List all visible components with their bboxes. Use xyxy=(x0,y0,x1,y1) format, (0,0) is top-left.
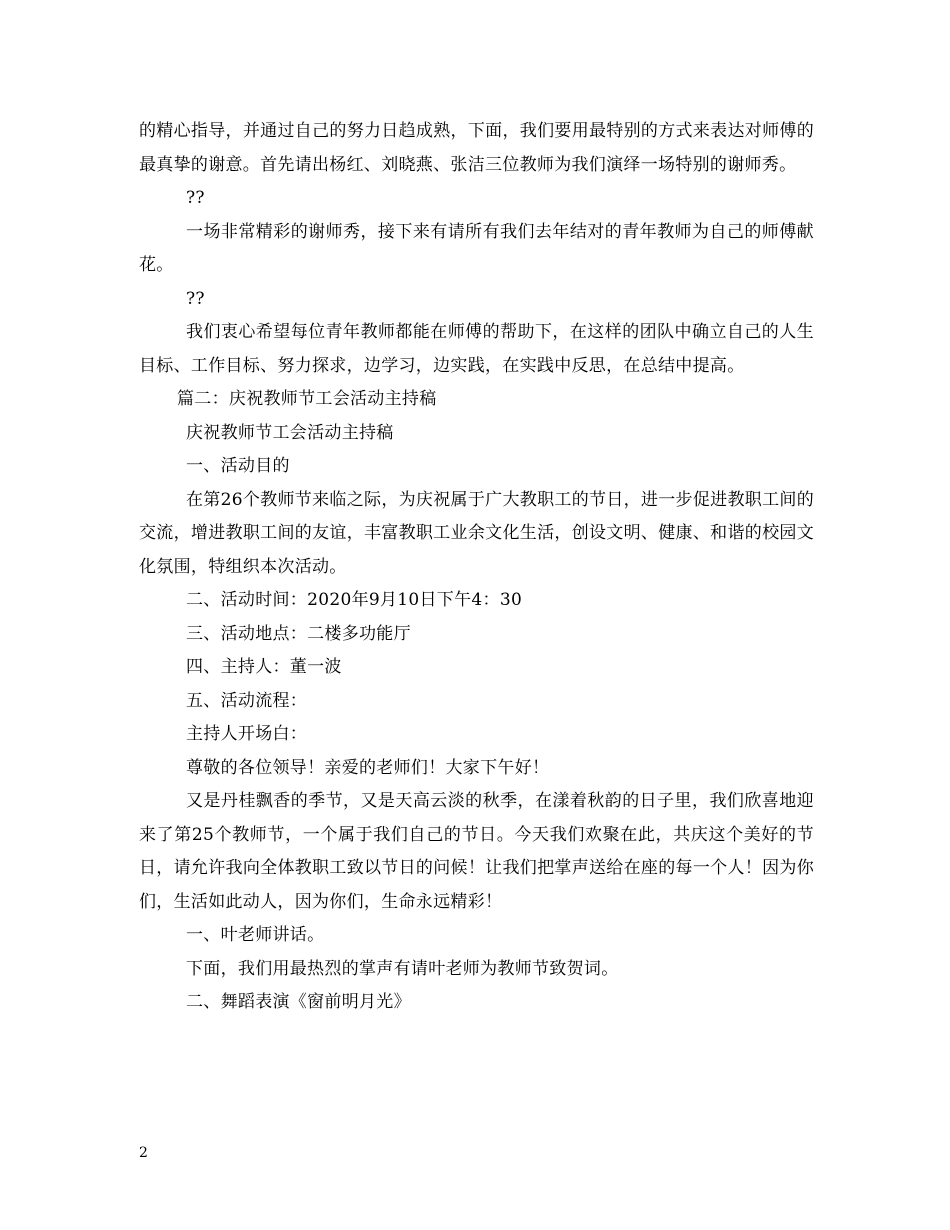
paragraph: 尊敬的各位领导！亲爱的老师们！大家下午好！ xyxy=(186,757,550,778)
page-number: 2 xyxy=(139,1145,148,1161)
paragraph: 庆祝教师节工会活动主持稿 xyxy=(186,422,394,443)
document-body xyxy=(139,115,814,1020)
paragraph: 一、活动目的 xyxy=(186,456,290,476)
paragraph: 一、叶老师讲话。 xyxy=(186,925,325,945)
paragraph: 下面，我们用最热烈的掌声有请叶老师为教师节致贺词。 xyxy=(186,958,619,979)
paragraph: 的精心指导，并通过自己的努力日趋成熟，下面，我们要用最特别的方式来表达对师傅的最真挚的谢意。首先请出杨红、刘晓燕、张洁三位教师为我们演绎一场特别的谢师秀。 xyxy=(139,121,814,175)
paragraph: ?? xyxy=(186,188,205,208)
paragraph: ?? xyxy=(186,288,205,309)
paragraph: 五、活动流程： xyxy=(186,690,308,711)
paragraph: 四、主持人：董一波 xyxy=(186,657,342,677)
paragraph: 一场非常精彩的谢师秀，接下来有请所有我们去年结对的青年教师为自己的师傅献花。 xyxy=(139,221,814,275)
paragraph: 二、活动时间：2020年9月10日下午4：30 xyxy=(186,590,523,610)
paragraph: 主持人开场白： xyxy=(186,724,308,744)
paragraph: 又是丹桂飘香的季节，又是天高云淡的秋季，在漾着秋韵的日子里，我们欣喜地迎来了第25个教师节，一个属于我们自己的节日。今天我们欢聚在此，共庆这个美好的节日，请允许我向全体教职工致以节日的问候！让我们把掌声送给在座的每一个人！因为你们，生活如此动人，因为你们，生命永远精彩！ xyxy=(139,791,814,912)
paragraph: 三、活动地点：二楼多功能厅 xyxy=(186,623,411,644)
paragraph: 我们衷心希望每位青年教师都能在师傅的帮助下，在这样的团队中确立自己的人生目标、工作目标、努力探求，边学习，边实践，在实践中反思，在总结中提高。 xyxy=(139,322,814,376)
paragraph: 二、舞蹈表演《窗前明月光》 xyxy=(186,992,411,1012)
paragraph: 篇二：庆祝教师节工会活动主持稿 xyxy=(177,389,437,409)
paragraph: 在第26个教师节来临之际，为庆祝属于广大教职工的节日，进一步促进教职工间的交流，增进教职工间的友谊，丰富教职工业余文化生活，创设文明、健康、和谐的校园文化氛围，特组织本次活动。 xyxy=(139,489,814,577)
